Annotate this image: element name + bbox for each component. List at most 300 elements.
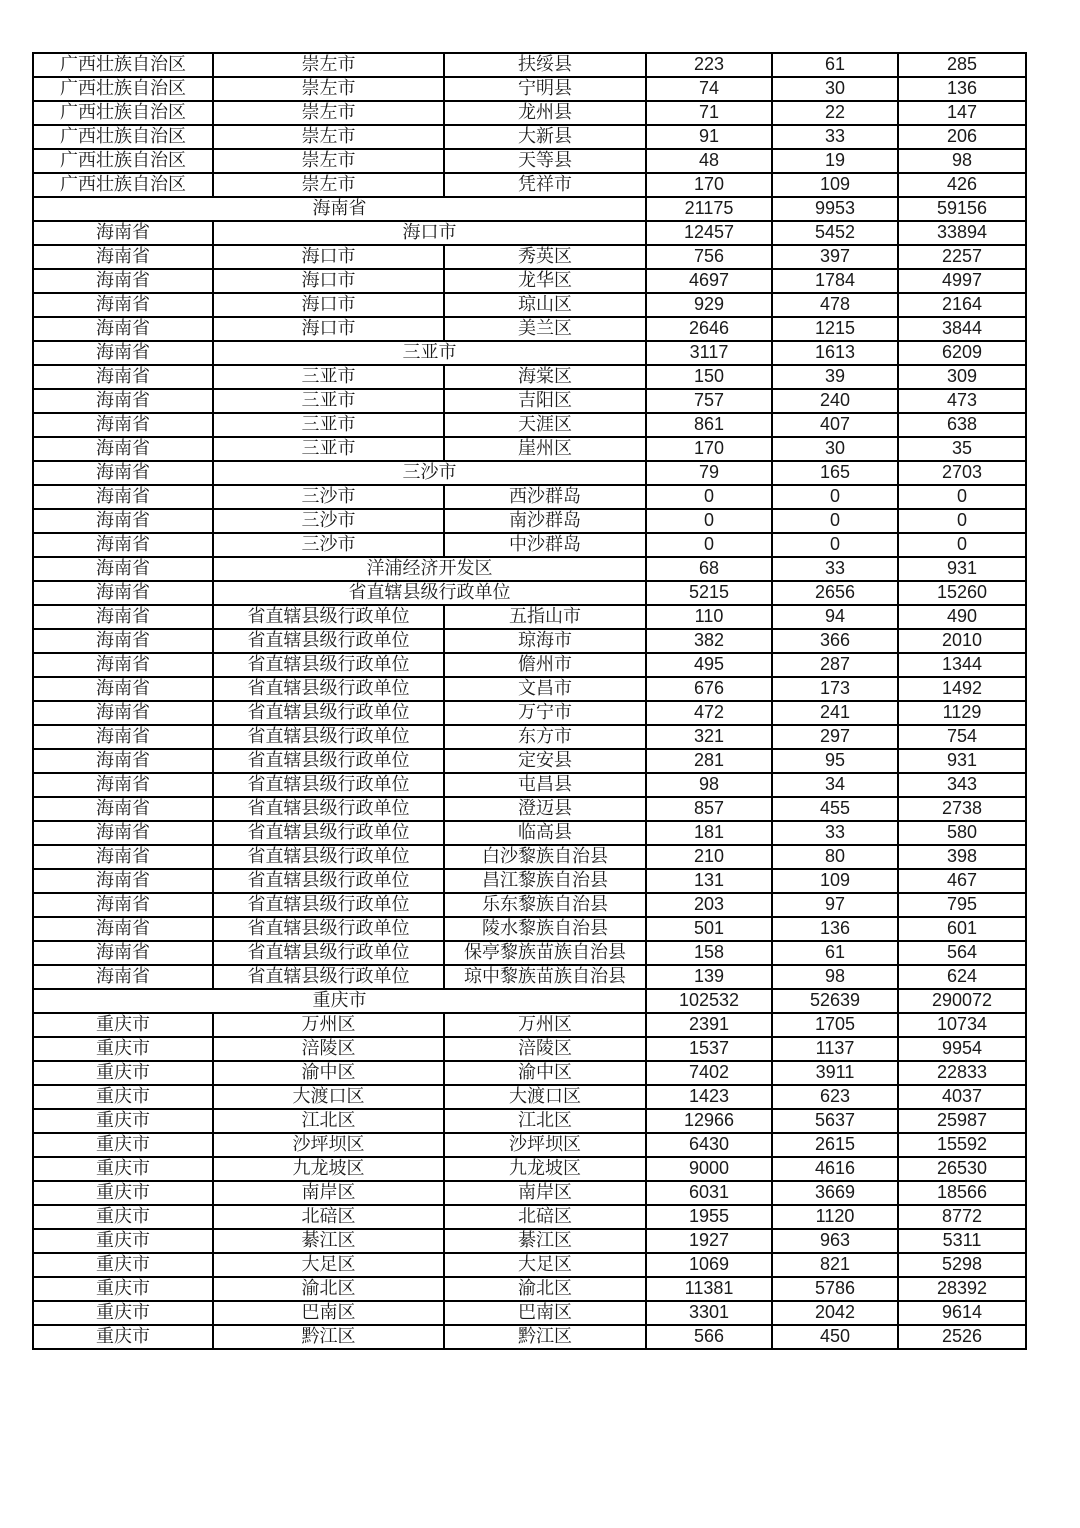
table-cell: 139 xyxy=(646,965,772,989)
table-cell: 海南省 xyxy=(33,845,213,869)
table-cell: 扶绥县 xyxy=(444,53,646,77)
table-cell: 150 xyxy=(646,365,772,389)
table-cell: 大新县 xyxy=(444,125,646,149)
table-row xyxy=(33,1253,1026,1277)
table-cell: 3911 xyxy=(772,1061,898,1085)
table-cell: 海口市 xyxy=(213,245,444,269)
table-cell: 重庆市 xyxy=(33,1085,213,1109)
table-row xyxy=(33,533,1026,557)
table-cell: 1423 xyxy=(646,1085,772,1109)
table-cell: 33 xyxy=(772,557,898,581)
table-cell: 江北区 xyxy=(444,1109,646,1133)
table-cell: 南岸区 xyxy=(213,1181,444,1205)
table-row xyxy=(33,1325,1026,1349)
table-cell: 海南省 xyxy=(33,341,213,365)
table-cell: 三亚市 xyxy=(213,437,444,461)
table-cell: 963 xyxy=(772,1229,898,1253)
table-row xyxy=(33,365,1026,389)
table-cell: 九龙坡区 xyxy=(213,1157,444,1181)
table-cell: 931 xyxy=(898,749,1026,773)
table-cell: 426 xyxy=(898,173,1026,197)
table-cell: 3117 xyxy=(646,341,772,365)
table-row xyxy=(33,293,1026,317)
table-cell: 9614 xyxy=(898,1301,1026,1325)
table-row xyxy=(33,1109,1026,1133)
table-cell: 海南省 xyxy=(33,581,213,605)
table-cell: 重庆市 xyxy=(33,1181,213,1205)
table-cell: 0 xyxy=(898,509,1026,533)
table-row xyxy=(33,1085,1026,1109)
table-cell: 海南省 xyxy=(33,605,213,629)
table-cell: 重庆市 xyxy=(33,1109,213,1133)
table-cell: 澄迈县 xyxy=(444,797,646,821)
table-cell: 渝中区 xyxy=(444,1061,646,1085)
table-row xyxy=(33,845,1026,869)
table-cell: 省直辖县级行政单位 xyxy=(213,965,444,989)
table-cell: 638 xyxy=(898,413,1026,437)
table-cell: 61 xyxy=(772,941,898,965)
table-cell: 省直辖县级行政单位 xyxy=(213,749,444,773)
table-cell: 74 xyxy=(646,77,772,101)
table-cell: 北碚区 xyxy=(213,1205,444,1229)
table-row xyxy=(33,101,1026,125)
table-cell: 五指山市 xyxy=(444,605,646,629)
table-cell: 临高县 xyxy=(444,821,646,845)
table-cell: 崇左市 xyxy=(213,125,444,149)
table-cell: 98 xyxy=(772,965,898,989)
table-cell: 美兰区 xyxy=(444,317,646,341)
table-cell: 79 xyxy=(646,461,772,485)
table-row xyxy=(33,1037,1026,1061)
table-cell: 洋浦经济开发区 xyxy=(213,557,646,581)
table-cell: 281 xyxy=(646,749,772,773)
table-row xyxy=(33,1277,1026,1301)
table-cell: 海南省 xyxy=(33,893,213,917)
table-cell: 渝中区 xyxy=(213,1061,444,1085)
table-row xyxy=(33,197,1026,221)
table-cell: 涪陵区 xyxy=(213,1037,444,1061)
table-cell: 210 xyxy=(646,845,772,869)
table-cell: 2010 xyxy=(898,629,1026,653)
table-cell: 94 xyxy=(772,605,898,629)
table-cell: 琼中黎族苗族自治县 xyxy=(444,965,646,989)
table-cell: 重庆市 xyxy=(33,1253,213,1277)
table-cell: 206 xyxy=(898,125,1026,149)
table-cell: 涪陵区 xyxy=(444,1037,646,1061)
table-cell: 285 xyxy=(898,53,1026,77)
table-cell: 9953 xyxy=(772,197,898,221)
table-cell: 龙州县 xyxy=(444,101,646,125)
table-cell: 2646 xyxy=(646,317,772,341)
table-cell: 海南省 xyxy=(33,245,213,269)
table-cell: 6031 xyxy=(646,1181,772,1205)
table-row xyxy=(33,677,1026,701)
table-cell: 海南省 xyxy=(33,701,213,725)
table-row xyxy=(33,53,1026,77)
table-cell: 4616 xyxy=(772,1157,898,1181)
table-cell: 省直辖县级行政单位 xyxy=(213,701,444,725)
table-cell: 181 xyxy=(646,821,772,845)
table-cell: 海南省 xyxy=(33,749,213,773)
table-cell: 1705 xyxy=(772,1013,898,1037)
table-cell: 海南省 xyxy=(33,413,213,437)
table-cell: 海南省 xyxy=(33,197,646,221)
table-cell: 131 xyxy=(646,869,772,893)
table-cell: 97 xyxy=(772,893,898,917)
table-row xyxy=(33,461,1026,485)
table-cell: 省直辖县级行政单位 xyxy=(213,845,444,869)
table-row xyxy=(33,245,1026,269)
table-cell: 109 xyxy=(772,173,898,197)
table-cell: 乐东黎族自治县 xyxy=(444,893,646,917)
table-cell: 5311 xyxy=(898,1229,1026,1253)
table-row xyxy=(33,941,1026,965)
table-cell: 广西壮族自治区 xyxy=(33,173,213,197)
table-cell: 宁明县 xyxy=(444,77,646,101)
table-cell: 757 xyxy=(646,389,772,413)
table-cell: 1927 xyxy=(646,1229,772,1253)
table-cell: 6430 xyxy=(646,1133,772,1157)
table-cell: 海南省 xyxy=(33,293,213,317)
table-cell: 北碚区 xyxy=(444,1205,646,1229)
table-cell: 三亚市 xyxy=(213,341,646,365)
table-cell: 省直辖县级行政单位 xyxy=(213,821,444,845)
table-cell: 渝北区 xyxy=(444,1277,646,1301)
table-cell: 2391 xyxy=(646,1013,772,1037)
table-cell: 203 xyxy=(646,893,772,917)
table-row xyxy=(33,557,1026,581)
table-cell: 重庆市 xyxy=(33,1325,213,1349)
table-cell: 省直辖县级行政单位 xyxy=(213,581,646,605)
table-cell: 海南省 xyxy=(33,221,213,245)
table-cell: 海南省 xyxy=(33,509,213,533)
table-cell: 95 xyxy=(772,749,898,773)
table-cell: 省直辖县级行政单位 xyxy=(213,677,444,701)
table-row xyxy=(33,1157,1026,1181)
table-cell: 海南省 xyxy=(33,725,213,749)
table-cell: 68 xyxy=(646,557,772,581)
table-cell: 省直辖县级行政单位 xyxy=(213,869,444,893)
table-cell: 7402 xyxy=(646,1061,772,1085)
table-cell: 26530 xyxy=(898,1157,1026,1181)
table-cell: 大渡口区 xyxy=(444,1085,646,1109)
table-cell: 省直辖县级行政单位 xyxy=(213,917,444,941)
table-cell: 3844 xyxy=(898,317,1026,341)
table-cell: 崇左市 xyxy=(213,53,444,77)
table-cell: 2656 xyxy=(772,581,898,605)
table-row xyxy=(33,125,1026,149)
table-cell: 三沙市 xyxy=(213,485,444,509)
table-cell: 海南省 xyxy=(33,965,213,989)
table-cell: 1215 xyxy=(772,317,898,341)
table-cell: 12966 xyxy=(646,1109,772,1133)
table-cell: 4997 xyxy=(898,269,1026,293)
table-row xyxy=(33,269,1026,293)
table-cell: 33894 xyxy=(898,221,1026,245)
table-cell: 4037 xyxy=(898,1085,1026,1109)
table-cell: 1613 xyxy=(772,341,898,365)
table-cell: 6209 xyxy=(898,341,1026,365)
table-cell: 102532 xyxy=(646,989,772,1013)
table-cell: 省直辖县级行政单位 xyxy=(213,725,444,749)
table-cell: 省直辖县级行政单位 xyxy=(213,629,444,653)
table-cell: 241 xyxy=(772,701,898,725)
table-row xyxy=(33,1013,1026,1037)
table-cell: 屯昌县 xyxy=(444,773,646,797)
table-cell: 海南省 xyxy=(33,461,213,485)
table-cell: 580 xyxy=(898,821,1026,845)
table-cell: 623 xyxy=(772,1085,898,1109)
table-cell: 136 xyxy=(772,917,898,941)
table-cell: 0 xyxy=(646,509,772,533)
table-cell: 795 xyxy=(898,893,1026,917)
table-cell: 15592 xyxy=(898,1133,1026,1157)
table-row xyxy=(33,773,1026,797)
table-cell: 天涯区 xyxy=(444,413,646,437)
table-cell: 165 xyxy=(772,461,898,485)
table-cell: 25987 xyxy=(898,1109,1026,1133)
table-row xyxy=(33,1205,1026,1229)
table-cell: 478 xyxy=(772,293,898,317)
table-row xyxy=(33,701,1026,725)
table-cell: 0 xyxy=(646,533,772,557)
table-cell: 754 xyxy=(898,725,1026,749)
table-cell: 黔江区 xyxy=(444,1325,646,1349)
table-cell: 2703 xyxy=(898,461,1026,485)
table-cell: 287 xyxy=(772,653,898,677)
table-cell: 海南省 xyxy=(33,389,213,413)
table-cell: 重庆市 xyxy=(33,1013,213,1037)
table-cell: 861 xyxy=(646,413,772,437)
table-cell: 15260 xyxy=(898,581,1026,605)
table-cell: 98 xyxy=(898,149,1026,173)
table-cell: 南沙群岛 xyxy=(444,509,646,533)
table-cell: 海南省 xyxy=(33,773,213,797)
table-cell: 三沙市 xyxy=(213,533,444,557)
table-cell: 儋州市 xyxy=(444,653,646,677)
table-cell: 綦江区 xyxy=(444,1229,646,1253)
table-cell: 110 xyxy=(646,605,772,629)
table-cell: 98 xyxy=(646,773,772,797)
table-cell: 保亭黎族苗族自治县 xyxy=(444,941,646,965)
table-cell: 22 xyxy=(772,101,898,125)
table-cell: 2257 xyxy=(898,245,1026,269)
table-cell: 东方市 xyxy=(444,725,646,749)
table-cell: 南岸区 xyxy=(444,1181,646,1205)
table-cell: 崇左市 xyxy=(213,77,444,101)
table-cell: 931 xyxy=(898,557,1026,581)
table-cell: 广西壮族自治区 xyxy=(33,53,213,77)
table-cell: 江北区 xyxy=(213,1109,444,1133)
table-row xyxy=(33,1301,1026,1325)
table-cell: 广西壮族自治区 xyxy=(33,101,213,125)
table-cell: 海南省 xyxy=(33,317,213,341)
table-cell: 343 xyxy=(898,773,1026,797)
table-row xyxy=(33,221,1026,245)
table-cell: 455 xyxy=(772,797,898,821)
table-cell: 290072 xyxy=(898,989,1026,1013)
table-cell: 崇左市 xyxy=(213,101,444,125)
table-row xyxy=(33,725,1026,749)
table-cell: 三亚市 xyxy=(213,365,444,389)
table-cell: 52639 xyxy=(772,989,898,1013)
table-cell: 1492 xyxy=(898,677,1026,701)
table-cell: 海南省 xyxy=(33,269,213,293)
table-cell: 624 xyxy=(898,965,1026,989)
table-cell: 重庆市 xyxy=(33,1229,213,1253)
table-cell: 1344 xyxy=(898,653,1026,677)
table-row xyxy=(33,893,1026,917)
table-cell: 30 xyxy=(772,437,898,461)
table-cell: 琼山区 xyxy=(444,293,646,317)
table-cell: 万州区 xyxy=(444,1013,646,1037)
table-cell: 223 xyxy=(646,53,772,77)
table-row xyxy=(33,869,1026,893)
table-cell: 1129 xyxy=(898,701,1026,725)
table-cell: 4697 xyxy=(646,269,772,293)
table-cell: 大足区 xyxy=(444,1253,646,1277)
table-cell: 0 xyxy=(772,509,898,533)
table-cell: 136 xyxy=(898,77,1026,101)
table-cell: 三沙市 xyxy=(213,461,646,485)
table-cell: 407 xyxy=(772,413,898,437)
table-cell: 173 xyxy=(772,677,898,701)
table-cell: 929 xyxy=(646,293,772,317)
table-cell: 省直辖县级行政单位 xyxy=(213,797,444,821)
table-cell: 0 xyxy=(898,533,1026,557)
table-cell: 61 xyxy=(772,53,898,77)
table-cell: 重庆市 xyxy=(33,1301,213,1325)
table-cell: 白沙黎族自治县 xyxy=(444,845,646,869)
table-cell: 定安县 xyxy=(444,749,646,773)
table-cell: 158 xyxy=(646,941,772,965)
table-cell: 18566 xyxy=(898,1181,1026,1205)
table-cell: 495 xyxy=(646,653,772,677)
table-cell: 黔江区 xyxy=(213,1325,444,1349)
table-cell: 秀英区 xyxy=(444,245,646,269)
table-cell: 309 xyxy=(898,365,1026,389)
table-cell: 566 xyxy=(646,1325,772,1349)
table-cell: 海棠区 xyxy=(444,365,646,389)
table-row xyxy=(33,989,1026,1013)
table-cell: 海南省 xyxy=(33,653,213,677)
table-cell: 756 xyxy=(646,245,772,269)
table-row xyxy=(33,605,1026,629)
table-cell: 19 xyxy=(772,149,898,173)
table-row xyxy=(33,149,1026,173)
table-cell: 广西壮族自治区 xyxy=(33,125,213,149)
table-row xyxy=(33,917,1026,941)
table-cell: 28392 xyxy=(898,1277,1026,1301)
table-row xyxy=(33,749,1026,773)
table-row xyxy=(33,413,1026,437)
table-cell: 海南省 xyxy=(33,821,213,845)
table-cell: 中沙群岛 xyxy=(444,533,646,557)
region-statistics-table xyxy=(32,52,1027,1350)
table-row xyxy=(33,797,1026,821)
table-cell: 大渡口区 xyxy=(213,1085,444,1109)
table-cell: 万宁市 xyxy=(444,701,646,725)
table-cell: 重庆市 xyxy=(33,1037,213,1061)
table-cell: 海南省 xyxy=(33,797,213,821)
table-cell: 龙华区 xyxy=(444,269,646,293)
table-cell: 33 xyxy=(772,821,898,845)
table-cell: 吉阳区 xyxy=(444,389,646,413)
table-cell: 三亚市 xyxy=(213,389,444,413)
table-cell: 省直辖县级行政单位 xyxy=(213,773,444,797)
table-cell: 3669 xyxy=(772,1181,898,1205)
table-cell: 天等县 xyxy=(444,149,646,173)
table-cell: 5637 xyxy=(772,1109,898,1133)
table-cell: 147 xyxy=(898,101,1026,125)
table-cell: 1784 xyxy=(772,269,898,293)
table-row xyxy=(33,821,1026,845)
table-cell: 重庆市 xyxy=(33,1157,213,1181)
table-cell: 450 xyxy=(772,1325,898,1349)
table-row xyxy=(33,341,1026,365)
table-cell: 凭祥市 xyxy=(444,173,646,197)
table-cell: 海南省 xyxy=(33,533,213,557)
table-cell: 564 xyxy=(898,941,1026,965)
table-cell: 321 xyxy=(646,725,772,749)
table-cell: 海口市 xyxy=(213,293,444,317)
table-cell: 三沙市 xyxy=(213,509,444,533)
table-cell: 170 xyxy=(646,437,772,461)
table-cell: 昌江黎族自治县 xyxy=(444,869,646,893)
table-row xyxy=(33,1181,1026,1205)
table-cell: 821 xyxy=(772,1253,898,1277)
table-cell: 海口市 xyxy=(213,317,444,341)
table-cell: 3301 xyxy=(646,1301,772,1325)
table-cell: 5215 xyxy=(646,581,772,605)
table-cell: 崖州区 xyxy=(444,437,646,461)
table-cell: 9954 xyxy=(898,1037,1026,1061)
table-cell: 59156 xyxy=(898,197,1026,221)
table-cell: 广西壮族自治区 xyxy=(33,149,213,173)
table-cell: 2526 xyxy=(898,1325,1026,1349)
table-cell: 省直辖县级行政单位 xyxy=(213,653,444,677)
table-cell: 沙坪坝区 xyxy=(213,1133,444,1157)
table-cell: 1955 xyxy=(646,1205,772,1229)
table-cell: 35 xyxy=(898,437,1026,461)
table-cell: 重庆市 xyxy=(33,989,646,1013)
table-cell: 467 xyxy=(898,869,1026,893)
table-cell: 601 xyxy=(898,917,1026,941)
table-row xyxy=(33,77,1026,101)
table-row xyxy=(33,1061,1026,1085)
table-cell: 海南省 xyxy=(33,869,213,893)
table-cell: 省直辖县级行政单位 xyxy=(213,941,444,965)
table-cell: 巴南区 xyxy=(213,1301,444,1325)
table-cell: 382 xyxy=(646,629,772,653)
table-cell: 重庆市 xyxy=(33,1277,213,1301)
table-cell: 海南省 xyxy=(33,629,213,653)
table-cell: 33 xyxy=(772,125,898,149)
table-cell: 397 xyxy=(772,245,898,269)
table-cell: 陵水黎族自治县 xyxy=(444,917,646,941)
table-row xyxy=(33,509,1026,533)
table-cell: 12457 xyxy=(646,221,772,245)
table-cell: 海南省 xyxy=(33,557,213,581)
table-cell: 5298 xyxy=(898,1253,1026,1277)
table-cell: 21175 xyxy=(646,197,772,221)
table-cell: 240 xyxy=(772,389,898,413)
table-cell: 省直辖县级行政单位 xyxy=(213,605,444,629)
table-cell: 34 xyxy=(772,773,898,797)
table-cell: 1137 xyxy=(772,1037,898,1061)
table-cell: 广西壮族自治区 xyxy=(33,77,213,101)
table-cell: 西沙群岛 xyxy=(444,485,646,509)
